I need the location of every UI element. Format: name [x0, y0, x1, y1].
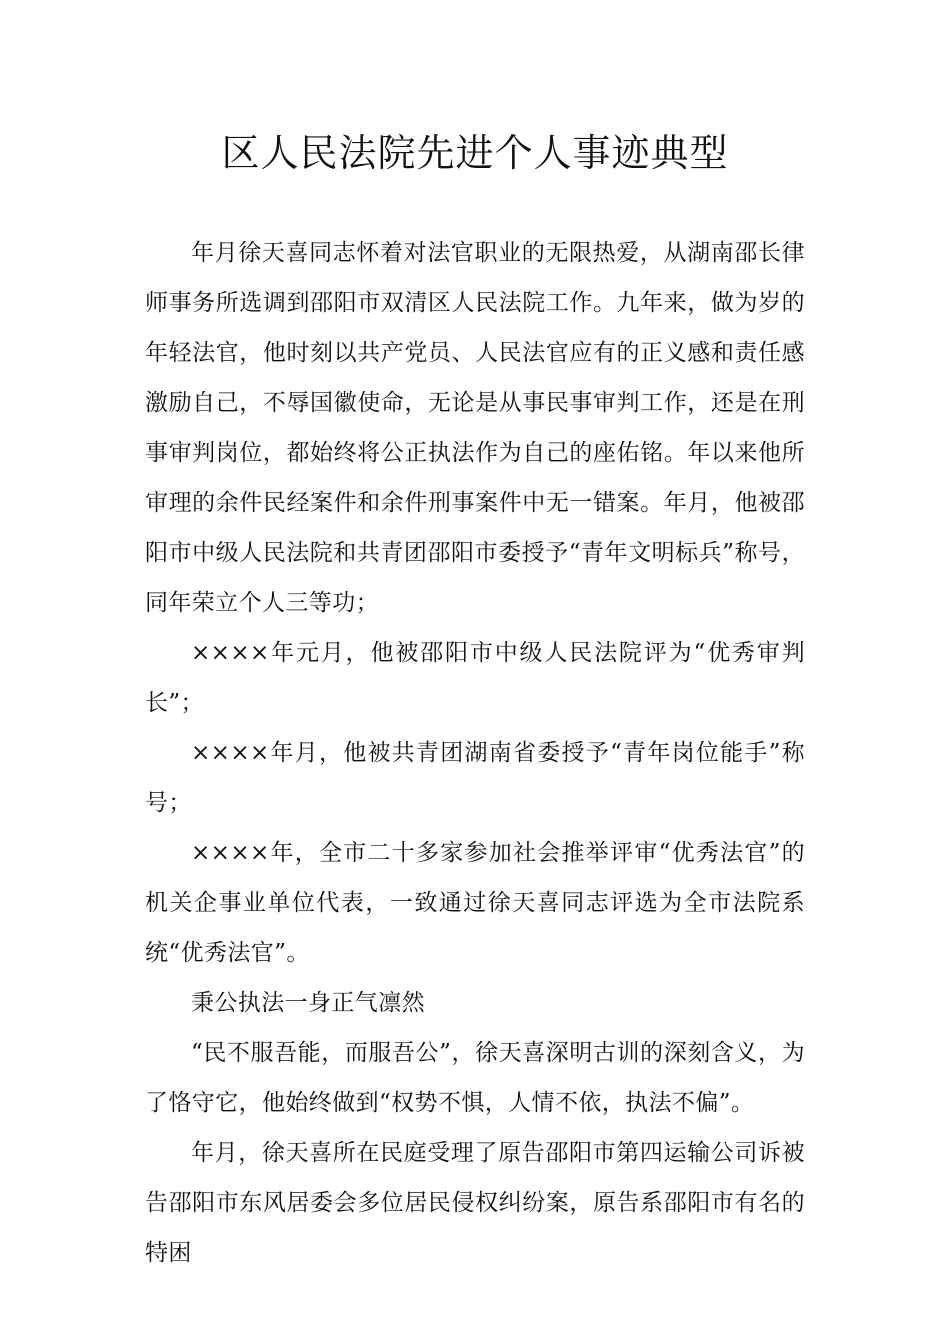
paragraph-award-excellent: ××××年，全市二十多家参加社会推举评审“优秀法官”的机关企事业单位代表，一致通过徐天喜同志评选为全市法院系统“优秀法官”。 [145, 840, 805, 966]
document-body [145, 228, 805, 1278]
document-title: 区人民法院先进个人事迹典型 [221, 131, 729, 175]
paragraph-motto: “民不服吾能，而服吾公”，徐天喜深明古训的深刻含义，为了恪守它，他始终做到“权势不惧，人情不依，执法不偏”。 [145, 1040, 805, 1116]
paragraph-intro: 年月徐天喜同志怀着对法官职业的无限热爱，从湖南邵长律师事务所选调到邵阳市双清区人民法院工作。九年来，做为岁的年轻法官，他时刻以共产党员、人民法官应有的正义感和责任感激励自己，不辱国徽使命，无论是从事民事审判工作，还是在刑事审判岗位，都始终将公正执法作为自己的座佑铭。年以来他所审理的余件民经案件和余件刑事案件中无一错案。年月，他被邵阳市中级人民法院和共青团邵阳市委授予“青年文明标兵”称号，同年荣立个人三等功； [145, 240, 805, 616]
paragraph-case: 年月，徐天喜所在民庭受理了原告邵阳市第四运输公司诉被告邵阳市东风居委会多位居民侵权纠纷案，原告系邵阳市有名的特困 [145, 1140, 805, 1266]
section-heading: 秉公执法一身正气凛然 [191, 990, 425, 1016]
paragraph-award-judge: ××××年元月，他被邵阳市中级人民法院评为“优秀审判长”； [145, 640, 805, 716]
paragraph-award-youth: ××××年月，他被共青团湖南省委授予“青年岗位能手”称号； [145, 740, 805, 816]
